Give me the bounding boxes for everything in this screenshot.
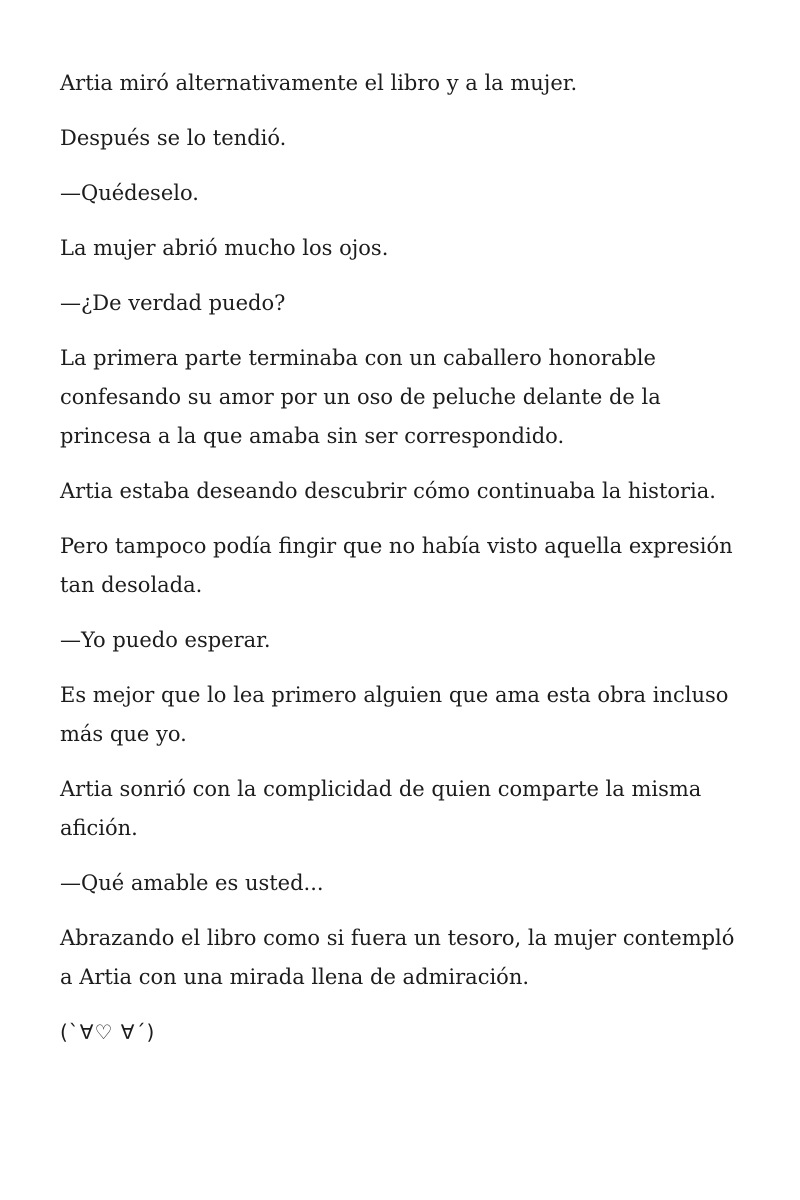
dialogue-line: —¿De verdad puedo?: [60, 291, 286, 315]
reading-page: [60, 64, 750, 1068]
dialogue-line: —Quédeselo.: [60, 181, 199, 205]
paragraph: La mujer abrió mucho los ojos.: [60, 236, 389, 260]
emoticon-ornament: (`∀♡ ∀´): [60, 1020, 156, 1044]
paragraph: Artia estaba deseando descubrir cómo continuaba la historia.: [60, 479, 716, 503]
paragraph: Artia miró alternativamente el libro y a la mujer.: [60, 71, 578, 95]
paragraph: Después se lo tendió.: [60, 126, 287, 150]
paragraph: Pero tampoco podía fingir que no había visto aquella expresión tan desolada.: [60, 534, 733, 597]
paragraph: La primera parte terminaba con un caballero honorable confesando su amor por un oso de peluche delante de la princesa a la que amaba sin ser correspondido.: [60, 346, 661, 448]
paragraph: Artia sonrió con la complicidad de quien comparte la misma afición.: [60, 777, 702, 840]
dialogue-line: —Qué amable es usted...: [60, 871, 324, 895]
dialogue-line: —Yo puedo esperar.: [60, 628, 271, 652]
paragraph: Abrazando el libro como si fuera un tesoro, la mujer contempló a Artia con una mirada llena de admiración.: [60, 926, 735, 989]
paragraph: Es mejor que lo lea primero alguien que ama esta obra incluso más que yo.: [60, 683, 729, 746]
